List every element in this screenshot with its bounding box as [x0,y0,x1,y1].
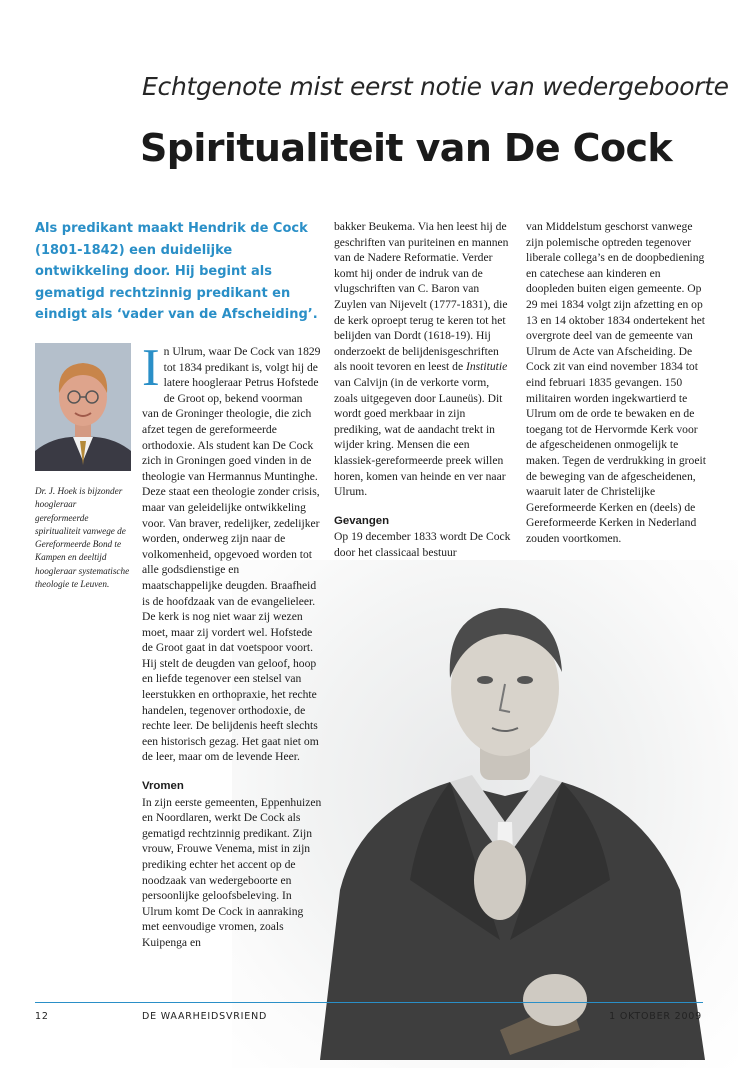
intro-paragraph-text: n Ulrum, waar De Cock van 1829 tot 1834 predikant is, volgt hij de latere hoogleraar Petrus Hofstede de Groot op, bekend voorman van de Groninger theologie, die zich afzet tegen de gereformeerde orthodoxie. Als student kan De Cock zich in Groningen goed vinden in de theologie van Hermannus Muntinghe. Deze staat een theologie zonder crisis, maar van geleidelijke ontwikkeling voor. Van braver, redelijker, zedelijker worden, onderweg zijn naar de volkomenheid, opgevoed worden tot alle godsdienstige en maatschappelijke deugden. Braafheid is de hoofdzaak van de evangelieleer. De kerk is nog niet waar zij wezen moet, maar zij vordert wel. Hofstede de Groot gaat in dat voetspoor voort. Hij stelt de deugden van geloof, hoop en liefde tegenover een stelsel van leerstukken en orthopraxie, het rechte handelen, tegenover orthodoxie, de rechte leer. De belijdenis heeft slechts een historisch gezag. Het gaat niet om de leer, maar om de levende Heer. [142,345,321,764]
paragraph-gevangen: Op 19 december 1833 wordt De Cock door het classicaal bestuur [334,530,511,559]
article-title: Spiritualiteit van De Cock [140,126,673,170]
paragraph-middelstum: van Middelstum geschorst vanwege zijn polemische optreden tegenover liberale collega’s en de doopbediening en catechese aan kinderen en doopleden buiten eigen gemeente. Op 29 mei 1834 volgt zijn afzetting en op 13 en 14 oktober 1834 ondertekent het overgrote deel van de gemeente van Ulrum de Acte van Afscheiding. De Cock zit van eind november 1834 tot eind februari 1835 gevangen. 150 militairen worden ingekwartierd te Ulrum om de orde te bewaken en de toegang tot de Hervormde Kerk voor de afgescheidenen onmogelijk te maken. Tegen de verdrukking in groeit de beweging van de afgescheidenen, waaruit later de Christelijke Gereformeerde Kerken en (deels) de Gereformeerde Kerken in Nederland zouden voortkomen. [526,220,706,545]
paragraph-vromen: In zijn eerste gemeenten, Eppenhuizen en Noordlaren, werkt De Cock als gematigd rechtzinnig predikant. Zijn vrouw, Frouwe Venema, mist in zijn prediking echter het accent op de noodzaak van wedergeboorte en persoonlijke geloofsbeleving. In Ulrum komt De Cock in aanraking met eenvoudige vromen, zoals Kuipenga en [142,795,322,949]
intro-paragraph [142,339,322,765]
de-cock-engraving-illustration [300,560,720,1060]
magazine-name: DE WAARHEIDSVRIEND [142,1011,268,1022]
article-column-2 [334,219,512,560]
author-caption: Dr. J. Hoek is bijzonder hoogleraar gereformeerde spiritualiteit vanwege de Gereformeerde Bond te Kampen en deeltijd hoogleraar systematische theologie te Leuven. [35,486,130,590]
article-column-1 [142,339,322,951]
page-number: 12 [35,1011,49,1022]
article-column-3 [526,219,706,546]
section-heading-vromen: Vromen [142,780,184,793]
institutie-title: Institutie [466,360,508,374]
section-heading-gevangen: Gevangen [334,514,390,527]
issue-date: 1 OKTOBER 2009 [609,1011,702,1022]
footer-rule [35,1002,703,1003]
drop-cap: I [142,339,160,397]
author-photo [35,343,131,471]
article-subtitle: Echtgenote mist eerst notie van wedergeboorte [142,72,729,101]
article-lead: Als predikant maakt Hendrik de Cock (1801-1842) een duidelijke ontwikkeling door. Hij begint als gematigd rechtzinnig predikant en eindigt als ‘vader van de Afscheiding’. [35,221,318,322]
paragraph-beukema: bakker Beukema. Via hen leest hij de geschriften van puriteinen en mannen van de Nadere Reformatie. Verder komt hij onder de indruk van de vlugschriften van C. Baron van Zuylen van Nijevelt (1777-1831), die de kerk oproept terug te keren tot het belijden van Dordt (1618-19). Hij onderzoekt de belijdenisgeschriften als nooit tevoren en leest de Institutie van Calvijn (in de verkorte vorm, zoals uitgegeven door Launeüs). Dit wordt goed merkbaar in zijn prediking, wat de aandacht trekt in wijder kring. Mensen die een klassiek-gereformeerde preek willen horen, komen van heinde en ver naar Ulrum. [334,220,509,499]
